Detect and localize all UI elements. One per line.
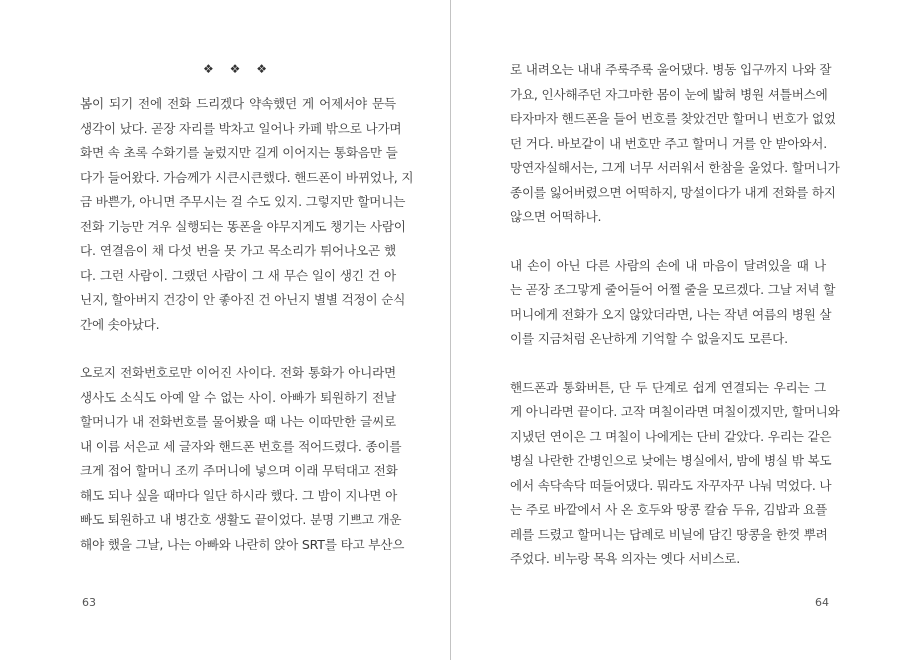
right-page <box>451 0 900 660</box>
left-page-text <box>80 92 414 557</box>
text-line: 금 바쁜가, 아니면 주무시는 걸 수도 있지. 그렇지만 할머니는 <box>80 194 406 209</box>
paragraph <box>510 376 840 572</box>
text-line: 는 곧장 조그맣게 줄어들어 어쩔 줄을 모르겠다. 그날 저녁 할 <box>510 282 836 297</box>
text-line: 병실 나란한 간병인으로 낮에는 병실에서, 밤에 병실 밖 복도 <box>510 453 832 468</box>
text-line: 생각이 났다. 곧장 자리를 박차고 일어나 카페 밖으로 나가며 <box>80 120 402 136</box>
text-line: 게 아니라면 끝이다. 고작 며칠이라면 며칠이겠지만, 할머니와 <box>510 404 840 419</box>
text-line: 내 손이 아닌 다른 사람의 손에 내 마음이 달려있을 때 나 <box>510 257 826 273</box>
text-line: 던 거다. 바보같이 내 번호만 주고 할머니 거를 안 받아와서. <box>510 135 828 151</box>
text-line: 빠도 퇴원하고 내 병간호 생활도 끝이었다. 분명 기쁘고 개운 <box>80 512 402 527</box>
text-line: 생사도 소식도 아예 알 수 없는 사이. 아빠가 퇴원하기 전날 <box>80 389 396 405</box>
text-line: 타자마자 핸드폰을 들어 번호를 찾았건만 할머니 번호가 없었 <box>510 111 836 126</box>
text-line: 닌지, 할아버지 건강이 안 좋아진 건 아닌지 별별 걱정이 순식 <box>80 292 406 307</box>
text-line: 레를 드렸고 할머니는 답례로 비닐에 담긴 땅콩을 한껏 뿌려 <box>510 526 828 542</box>
paragraph <box>510 58 840 230</box>
text-line: 다가 들어왔다. 가슴께가 시큰시큰했다. 핸드폰이 바뀌었나, 지 <box>80 169 414 185</box>
text-line: 간에 솟아났다. <box>80 316 160 332</box>
text-line: 핸드폰과 통화버튼, 단 두 단계로 쉽게 연결되는 우리는 그 <box>510 379 826 395</box>
right-page-text <box>510 58 840 572</box>
text-line: 는 주로 바깥에서 사 온 호두와 땅콩 칼슘 두유, 김밥과 요플 <box>510 502 828 517</box>
text-line: 해도 되나 싶을 때마다 일단 하시라 했다. 그 밤이 지나면 아 <box>80 487 398 503</box>
text-line: 크게 접어 할머니 조끼 주머니에 넣으며 이래 무턱대고 전화 <box>80 463 398 478</box>
text-line: 에서 속닥속닥 떠들어댔다. 뭐라도 자꾸자꾸 나눠 먹었다. 나 <box>510 477 832 493</box>
text-line: 다. 그런 사람이. 그랬던 사람이 그 새 무슨 일이 생긴 건 아 <box>80 267 396 283</box>
text-line: 머니에게 전화가 오지 않았더라면, 나는 작년 여름의 병원 살 <box>510 306 832 322</box>
text-line: 가요, 인사해주던 자그마한 몸이 눈에 밟혀 병원 셔틀버스에 <box>510 86 828 102</box>
left-page-number: 63 <box>82 596 96 609</box>
text-line: 주었다. 비누랑 목욕 의자는 옛다 서비스로. <box>510 551 741 566</box>
text-line: 전화 기능만 겨우 실행되는 똥폰을 야무지게도 챙기는 사람이 <box>80 218 406 234</box>
paragraph <box>510 254 836 352</box>
text-line: 다. 연결음이 채 다섯 번을 못 가고 목소리가 튀어나오곤 했 <box>80 243 396 258</box>
paragraph <box>80 361 405 557</box>
text-line: 할머니가 내 전화번호를 물어봤을 때 나는 이따만한 글씨로 <box>80 414 396 429</box>
text-line: 화면 속 초록 수화기를 눌렀지만 길게 이어지는 통화음만 들 <box>80 145 398 160</box>
text-line: 내 이름 서은교 세 글자와 핸드폰 번호를 적어드렸다. 종이를 <box>80 438 402 454</box>
right-page-number: 64 <box>815 596 829 609</box>
text-line: 오로지 전화번호로만 이어진 사이다. 전화 통화가 아니라면 <box>80 365 396 380</box>
text-line: 이를 지금처럼 온난하게 기억할 수 없을지도 모른다. <box>510 331 788 346</box>
text-line: 종이를 잃어버렸으면 어떡하지, 망설이다가 내게 전화를 하지 <box>510 184 836 200</box>
section-ornament: ❖ ❖ ❖ <box>203 62 273 76</box>
text-line: 해야 했을 그날, 나는 아빠와 나란히 앉아 SRT를 타고 부산으 <box>80 536 405 552</box>
text-line: 지냈던 연이은 그 며칠이 나에게는 단비 같았다. 우리는 같은 <box>510 428 832 444</box>
text-line: 망연자실해서는, 그게 너무 서러워서 한참을 울었다. 할머니가 <box>510 160 840 175</box>
text-line: 않으면 어떡하나. <box>510 209 602 224</box>
text-line: 로 내려오는 내내 주룩주룩 울어댔다. 병동 입구까지 나와 잘 <box>510 62 832 77</box>
paragraph <box>80 92 414 337</box>
text-line: 봄이 되기 전에 전화 드리겠다 약속했던 게 어제서야 문득 <box>80 96 396 111</box>
